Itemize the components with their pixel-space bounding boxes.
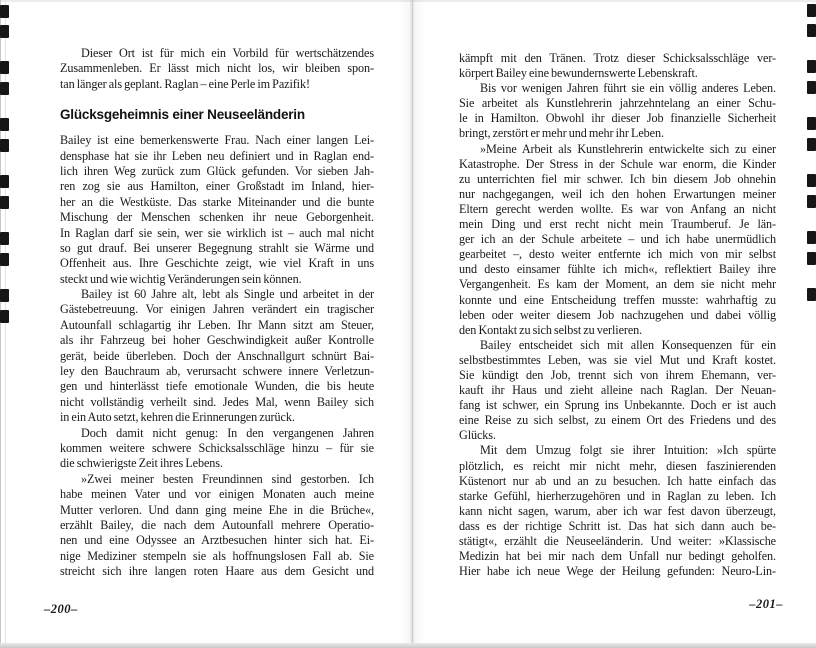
edge-mark [807,138,816,151]
edge-mark [0,61,9,74]
text-line: Sie arbeitet als Kunstlehrerin jahrzehntelang an einer Schu- [459,96,776,111]
text-line: gen und hinterlässt tiefe emotionale Wunden, die bis heute [60,379,374,394]
page-left [60,46,374,580]
text-line: »Zwei meiner besten Freundinnen sind gestorben. Ich [81,471,374,486]
scan-left-edge-line [0,0,1,648]
text-line: zu unterrichten fiel mir schwer. Ich bin diesem Job ohnehin [459,171,776,186]
text-line: kann nicht sagen, warum, aber ich war fest davon überzeugt, [459,503,776,518]
text-line: Bailey entscheidet sich mit allen Konsequenzen für ein [480,337,776,352]
text-line: le in Hamilton. Obwohl ihr dieser Job finanzielle Sicherheit [459,111,776,126]
text-line: nen und eine Odyssee an Arztbesuchen hinter sich hat. Ei- [60,533,374,548]
edge-mark [0,232,9,245]
text-line: Autounfall schlagartig ihr Leben. Ihr Mann sitzt am Steuer, [60,317,374,332]
text-line: stätigt«, erzählt die Neuseeländerin. Und weiter: »Klassische [459,534,776,548]
edge-mark [807,60,816,73]
text-line: Katastrophe. Der Stress in der Schule war enorm, die Kinder [459,156,776,171]
text-line: selbstbestimmtes Leben, was sie viel Mut und Kraft kostet. [459,352,776,367]
edge-mark [0,139,9,152]
edge-mark [807,117,816,130]
text-line: so gut drauf. Bei unserer Begegnung strahlt sie Wärme und [60,240,374,255]
edge-mark [807,231,816,244]
paragraph [459,443,776,579]
edge-mark [0,82,9,95]
text-line: nige Mediziner stempeln sie als hoffnungslosen Fall ab. Sie [60,548,374,563]
text-line: habe meinen Vater und vor einigen Monaten auch meine [60,487,374,502]
edge-mark [0,196,9,209]
text-line: densphase hat sie ihr Leben neu definiert und in Raglan end- [60,148,374,163]
text-line: nicht vollständig verheilt sind. Jedes Mal, wenn Bailey sich [60,394,374,409]
text-line: Sie kündigt den Job, trennt sich von ihrem Ehemann, ver- [459,367,776,382]
edge-mark [807,288,816,301]
page-number-right: –201– [749,597,783,611]
text-line: gerät, beide überleben. Doch der Anschnallgurt schnürt Bai- [60,348,374,363]
text-line: ren zog sie aus Hamilton, einer Großstadt im Inland, hier- [60,179,374,194]
edge-mark [807,195,816,208]
text-line: ley den Bauchraum ab, verursacht schwere innere Verletzun- [60,364,374,379]
text-line: Offenheit aus. Ihre Geschichte zeigt, wie viel Kraft in uns [60,256,374,271]
text-line: Glücks. [459,428,496,443]
edge-mark [0,310,9,323]
text-line: Gästebetreuung. Vor einigen Jahren verändert ein tragischer [60,302,374,317]
scan-left-inner-line [5,0,6,648]
paragraph [60,133,374,287]
edge-mark [807,252,816,265]
text-line: steckt und wie wichtig Veränderungen sein können. [60,271,302,286]
text-line: tan länger als geplant. Raglan – eine Perle im Pazifik! [60,76,310,91]
scan-bottom-edge [0,643,816,648]
text-line: Dieser Ort ist für mich ein Vorbild für wertschätzendes [81,46,374,60]
text-line: mein Ding und erst recht nicht mein Traumberuf. Je län- [459,217,776,232]
edge-mark [0,118,9,131]
text-line: bringt, zerstört er mehr und mehr ihr Leben. [459,126,664,141]
edge-mark [807,81,816,94]
edge-mark [0,253,9,266]
text-line: kauft ihr Haus und zieht alleine nach Raglan. Der Neuan- [459,383,776,398]
text-line: streicht sich ihre langen roten Haare aus dem Gesicht und [60,564,374,579]
text-line: Mit dem Umzug folgt sie ihrer Intuition: »Ich spürte [480,443,776,458]
edge-mark [0,5,9,18]
paragraph [60,287,374,426]
paragraph [60,426,374,472]
text-line: ger ich an der Schule arbeitete – und ich habe unermüdlich [459,232,776,247]
text-line: plötzlich, es reicht mir nicht mehr, diesen faszinierenden [459,458,776,473]
text-line: Bailey ist 60 Jahre alt, lebt als Single und arbeitet in der [81,287,374,302]
text-line: »Meine Arbeit als Kunstlehrerin entwickelte sich zu einer [480,141,776,156]
text-line: kämpft mit den Tränen. Trotz dieser Schicksalsschläge ver- [459,51,776,65]
section-heading: Glücksgeheimnis einer Neuseeländerin [60,107,305,123]
text-line: her an die Westküste. Das starke Miteinander und die bunte [60,194,374,209]
text-line: erzählt Bailey, die nach dem Autounfall mehrere Operatio- [60,517,374,532]
text-line: den Kontakt zu sich selbst zu verlieren. [459,322,643,337]
edge-mark [0,25,9,38]
page-gutter-line [412,0,413,648]
text-line: Eltern gerecht werden wollte. Es war von Anfang an nicht [459,201,776,216]
edge-mark [807,174,816,187]
text-line: Bis vor wenigen Jahren führt sie ein völlig anderes Leben. [480,81,776,96]
text-line: starke Gefühl, hierherzugehören und in Raglan zu leben. Ich [459,488,776,503]
edge-mark [807,24,816,37]
text-line: gearbeitet –, desto weiter entfernte ich mich von mir selbst [459,247,776,262]
text-line: leben oder weiter diesem Job nachzugehen und dabei völlig [459,307,776,322]
paragraph [459,81,776,141]
paragraph [60,472,374,580]
text-line: Vergangenheit. Es kam der Moment, an dem sie nicht mehr [459,277,776,292]
text-line: Doch damit nicht genug: In den vergangenen Jahren [81,425,374,440]
edge-mark [807,4,816,17]
page-right [459,51,776,579]
text-line: eine Reise zu sich selbst, zu einem Ort des Friedens und des [459,413,776,428]
text-line: die schwierigste Zeit ihres Lebens. [60,456,223,471]
text-line: In Raglan darf sie sein, wer sie wirklich ist – auch mal nicht [60,225,374,240]
text-line: Medizin hat bei mir nach dem Unfall nur bedingt geholfen. [459,549,776,564]
paragraph [60,46,374,92]
text-line: körpert Bailey eine bewundernswerte Lebenskraft. [459,66,698,81]
edge-mark [0,289,9,302]
text-line: und desto einsamer fühlte ich mich«, reflektiert Bailey ihre [459,262,776,277]
text-line: fang ist schwer, ein Sprung ins Unbekannte. Doch er ist auch [459,398,776,413]
text-line: Bailey ist eine bemerkenswerte Frau. Nach einer langen Lei- [60,133,374,148]
text-line: kommen weitere schwere Schicksalsschläge hinzu – für sie [60,440,374,455]
text-line: in ein Auto setzt, kehren die Erinnerungen zurück. [60,410,295,425]
text-line: nur nachgegangen, weil ich den hohen Erwartungen meiner [459,186,776,201]
text-line: Hier habe ich neue Wege der Heilung gefunden: Neuro-Lin- [459,564,776,579]
paragraph [459,142,776,338]
paragraph [459,51,776,81]
text-line: als ihr Fahrzeug bei hoher Geschwindigkeit außer Kontrolle [60,333,374,348]
text-line: Zusammenleben. Er lässt mich nicht los, wir bleiben spon- [60,61,374,76]
text-line: dass es der richtige Schritt ist. Das hat sich dann auch be- [459,518,776,533]
edge-mark [0,175,9,188]
page-number-left: –200– [44,602,78,616]
text-line: Mutter verloren. Und dann ging meine Ehe in die Brüche«, [60,502,374,517]
text-line: konnte und eine Entscheidung treffen musste: wahrhaftig zu [459,292,776,307]
text-line: lich ihren Weg zurück zum Glück gefunden. Vor sieben Jah- [60,163,374,178]
text-line: Mischung der Menschen schenken ihr neue Geborgenheit. [60,210,374,225]
paragraph [459,338,776,444]
text-line: Küstenort nur ab und an zu besuchen. Ich hatte einfach das [459,473,776,488]
